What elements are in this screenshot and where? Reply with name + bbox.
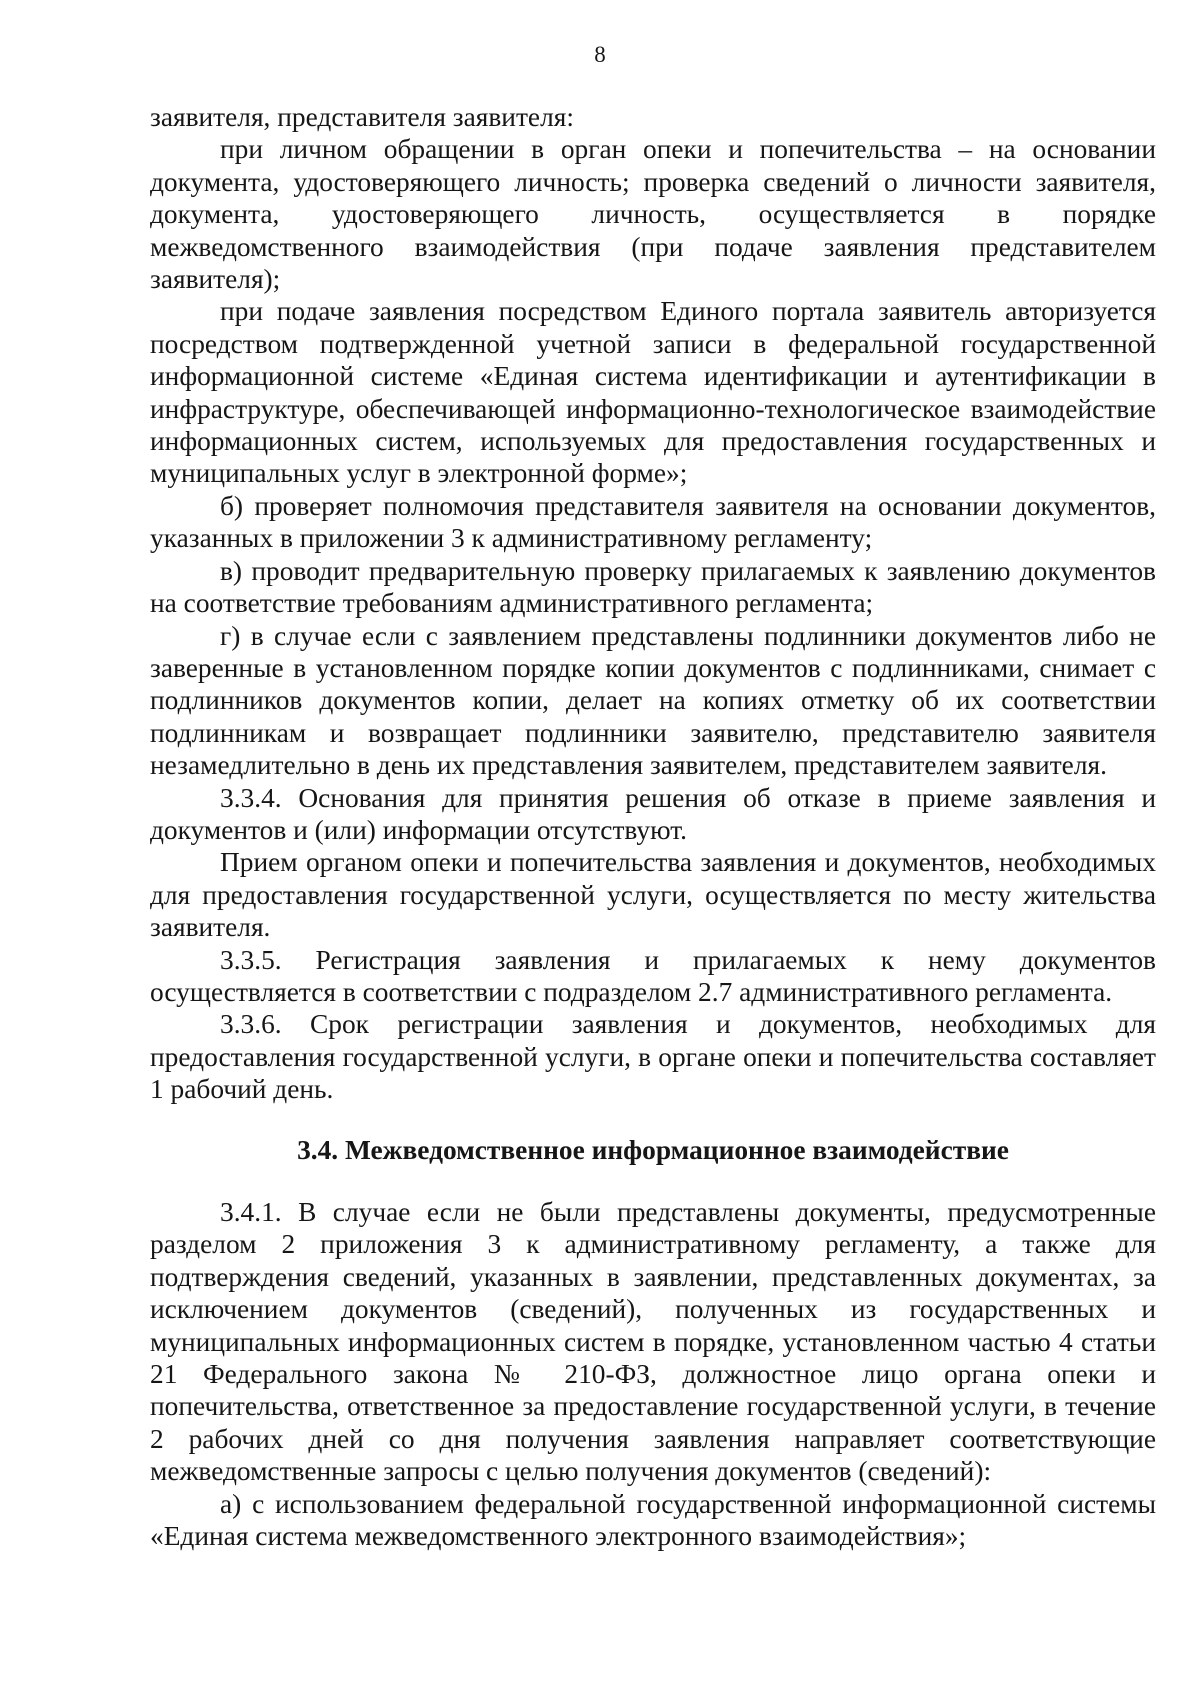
paragraph: 3.4.1. В случае если не были представлены документы, предусмотренные разделом 2 приложения 3 к административному регламенту, а также для подтверждения сведений, указанных в заявлении, представленных документах, за исключением документов (сведений), полученных из государственных и муниципальных информационных систем в порядке, установленном частью 4 статьи 21 Федерального закона № 210-ФЗ, должностное лицо органа опеки и попечительства, ответственное за предоставление государственной услуги, в течение 2 рабочих дней со дня получения заявления направляет соответствующие межведомственные запросы с целью получения документов (сведений): [150,1197,1156,1487]
paragraph: г) в случае если с заявлением представлены подлинники документов либо не заверенные в установленном порядке копии документов с подлинниками, снимает с подлинников документов копии, делает на копиях отметку об их соответствии подлинникам и возвращает подлинники заявителю, представителю заявителя незамедлительно в день их представления заявителем, представителем заявителя. [150,620,1156,781]
paragraph: при подаче заявления посредством Единого портала заявитель авторизуется посредством подтвержденной учетной записи в федеральной государственной информационной системе «Единая система идентификации и аутентификации в инфраструктуре, обеспечивающей информационно-технологическое взаимодействие информационных систем, используемых для предоставления государственных и муниципальных услуг в электронной форме»; [150,296,1156,489]
paragraph: Прием органом опеки и попечительства заявления и документов, необходимых для предоставления государственной услуги, осуществляется по месту жительства заявителя. [150,847,1156,943]
paragraph: в) проводит предварительную проверку прилагаемых к заявлению документов на соответствие требованиям административного регламента; [150,555,1156,619]
section-heading: 3.4. Межведомственное информационное взаимодействие [297,1134,1009,1165]
paragraph: б) проверяет полномочия представителя заявителя на основании документов, указанных в приложении 3 к административному регламенту; [150,490,1156,554]
paragraph: при личном обращении в орган опеки и попечительства – на основании документа, удостоверяющего личность; проверка сведений о личности заявителя, документа, удостоверяющего личность, осуществляется в порядке межведомственного взаимодействия (при подаче заявления представителем заявителя); [150,134,1156,295]
document-body [150,101,1156,1552]
paragraph: а) с использованием федеральной государственной информационной системы «Единая система межведомственного электронного взаимодействия»; [150,1488,1156,1552]
paragraph: заявителя, представителя заявителя: [150,102,574,132]
page-number: 8 [594,42,606,67]
paragraph: 3.3.5. Регистрация заявления и прилагаемых к нему документов осуществляется в соответствии с подразделом 2.7 административного регламента. [150,944,1156,1007]
paragraph: 3.3.6. Срок регистрации заявления и документов, необходимых для предоставления государственной услуги, в органе опеки и попечительства составляет 1 рабочий день. [150,1009,1156,1105]
paragraph: 3.3.4. Основания для принятия решения об отказе в приеме заявления и документов и (или) информации отсутствуют. [150,782,1156,845]
